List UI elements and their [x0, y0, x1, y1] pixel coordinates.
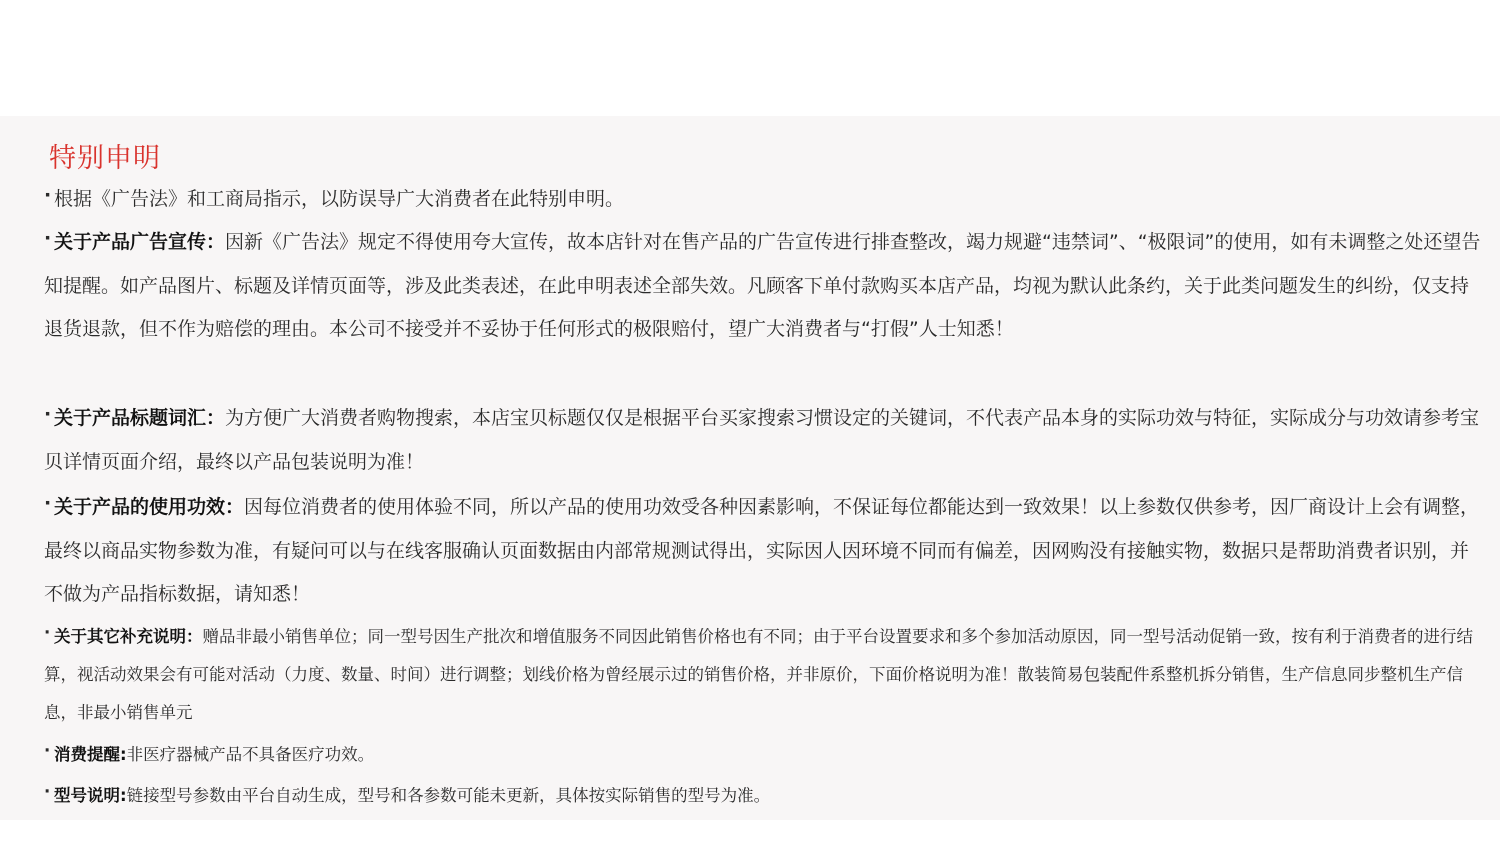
statement-text: 赠品非最小销售单位；同一型号因生产批次和增值服务不同因此销售价格也有不同；由于平台设置要求和多个参加活动原因，同一型号活动促销一致，按有利于消费者的进行结算，视活动效果会有可能对活动（力度、数量、时间）进行调整；划线价格为曾经展示过的销售价格，并非原价，下面价格说明为准！散装简易包装配件系整机拆分销售，生产信息同步整机生产信息，非最小销售单元: [44, 627, 1473, 722]
statement-consumer-reminder: [44, 736, 1484, 774]
bullet-dot: ·: [44, 782, 51, 801]
statement-lead: 关于产品标题词汇：: [54, 407, 226, 429]
statement-title-keywords: [44, 397, 1484, 484]
bullet-dot: ·: [44, 403, 52, 425]
bullet-dot: ·: [44, 227, 52, 249]
special-statement-panel: [0, 116, 1500, 820]
statement-text: 非医疗器械产品不具备医疗功效。: [126, 745, 375, 764]
statement-intro: [44, 178, 1484, 222]
bullet-dot: ·: [44, 623, 51, 642]
statement-lead: 型号说明:: [54, 786, 127, 805]
statement-text: 因每位消费者的使用体验不同，所以产品的使用功效受各种因素影响，不保证每位都能达到一致效果！以上参数仅供参考，因厂商设计上会有调整，最终以商品实物参数为准，有疑问可以与在线客服确认页面数据由内部常规测试得出，实际因人因环境不同而有偏差，因网购没有接触实物，数据只是帮助消费者识别，并不做为产品指标数据，请知悉！: [44, 496, 1480, 605]
statement-lead: 消费提醒:: [54, 745, 127, 764]
statement-text: 为方便广大消费者购物搜索，本店宝贝标题仅仅是根据平台买家搜索习惯设定的关键词，不代表产品本身的实际功效与特征，实际成分与功效请参考宝贝详情页面介绍，最终以产品包装说明为准！: [44, 407, 1480, 473]
statement-text: 根据《广告法》和工商局指示，以防误导广大消费者在此特别申明。: [54, 188, 625, 210]
statement-lead: 关于产品的使用功效：: [54, 496, 245, 518]
statement-model-note: [44, 777, 1484, 815]
bullet-dot: ·: [44, 492, 52, 514]
statement-advertising: [44, 221, 1484, 352]
statement-text: 因新《广告法》规定不得使用夸大宣传，故本店针对在售产品的广告宣传进行排查整改，竭力规避“违禁词”、“极限词”的使用，如有未调整之处还望告知提醒。如产品图片、标题及详情页面等，涉及此类表述，在此申明表述全部失效。凡顾客下单付款购买本店产品，均视为默认此条约，关于此类问题发生的纠纷，仅支持退货退款，但不作为赔偿的理由。本公司不接受并不妥协于任何形式的极限赔付，望广大消费者与“打假”人士知悉！: [44, 231, 1481, 340]
statement-lead: 关于其它补充说明：: [54, 627, 203, 646]
statement-text: 链接型号参数由平台自动生成，型号和各参数可能未更新，具体按实际销售的型号为准。: [126, 786, 771, 805]
statement-supplementary: [44, 618, 1484, 732]
bullet-dot: ·: [44, 184, 52, 206]
statement-lead: 关于产品广告宣传：: [54, 231, 226, 253]
bullet-dot: ·: [44, 741, 51, 760]
statement-title: 特别申明: [49, 143, 161, 174]
statement-efficacy: [44, 486, 1484, 617]
